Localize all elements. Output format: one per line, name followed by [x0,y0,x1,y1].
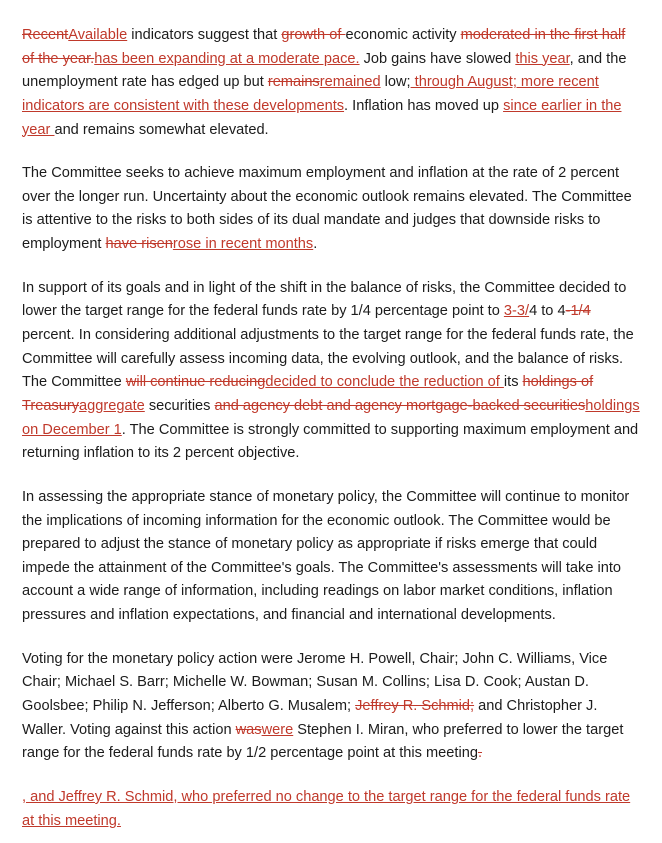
inserted-text: since earlier in the year [22,97,622,138]
inserted-text: 3-3/ [503,303,530,320]
body-text: , and the unemployment rate has edged up but [22,50,627,91]
deleted-text: have risen [105,236,173,253]
deleted-text: moderated in the first half of the year. [22,27,626,67]
inserted-text: through August; more recent indicators are consistent with these developments [22,74,599,114]
inserted-text: this year [515,50,570,67]
body-text: indicators suggest that [127,27,282,43]
body-text: economic activity [345,27,461,43]
body-text: and Christopher J. Waller. Voting against this action [22,698,598,738]
paragraph [22,277,640,466]
paragraph [22,24,640,142]
body-text: . [313,236,318,253]
deleted-text: holdings of Treasury [22,374,594,414]
inserted-text: Available [68,27,128,43]
body-text: In assessing the appropriate stance of monetary policy, the Committee will continue to monitor the implications of incoming information for the economic outlook. The Committee would be prepared to adjust the stance of monetary policy as appropriate if risks emerge that could impede the attainment of the Committee's goals. The Committee's assessments will take into account a wide range of information, including readings on labor market conditions, inflation pressures and inflation expectations, and financial and international developments. [22,488,630,624]
inserted-text: remained [319,74,381,91]
paragraph [22,648,640,766]
body-text: percent. In considering additional adjustments to the target range for the federal funds rate, the Committee will carefully assess incoming data, the evolving outlook, and the balance of risks. The Committee [22,327,634,391]
inserted-text: has been expanding at a moderate pace. [94,50,360,67]
body-text: . Inflation has moved up [344,97,504,114]
body-text: Voting for the monetary policy action were Jerome H. Powell, Chair; John C. Williams, Vice Chair; Michael S. Barr; Michelle W. Bowman; Susan M. Collins; Lisa D. Cook; Austan D. Goolsbee; Philip N. Jefferson; Alberto G. Musalem; [22,650,608,715]
deleted-text: was [235,721,262,738]
deleted-text: Jeffrey R. Schmid; [355,698,475,715]
body-text: Stephen I. Miran, who preferred to lower the target range for the federal funds rate by 1/2 percentage point at this meeting [22,721,624,762]
body-text: low; [380,74,411,91]
inserted-text: decided to conclude the reduction of [265,374,504,391]
inserted-text: , and Jeffrey R. Schmid, who preferred no change to the target range for the federal funds rate at this meeting. [22,788,631,829]
paragraph [22,786,640,833]
inserted-text: holdings on December 1 [22,397,640,438]
body-text: Job gains have slowed [359,50,516,67]
deleted-text: and agency debt and agency mortgage-backed securities [214,397,586,414]
deleted-text: growth of [281,27,346,43]
body-text: The Committee seeks to achieve maximum employment and inflation at the rate of 2 percent over the longer run. Uncertainty about the economic outlook remains elevated. The Committee is attentive to the risks to both sides of its dual mandate and judges that downside risks to employment [22,165,632,253]
body-text: securities [144,397,215,414]
deleted-text: will continue reducing [125,374,266,391]
body-text: . The Committee is strongly committed to supporting maximum employment and returning inflation to its 2 percent objective. [22,421,639,462]
body-text: and remains somewhat elevated. [54,121,269,138]
deleted-text: . [477,745,483,762]
paragraph-list [22,24,640,833]
body-text: its [503,374,523,391]
deleted-text: Recent [22,27,69,43]
inserted-text: rose in recent months [172,236,314,253]
deleted-text: remains [267,74,320,91]
paragraph [22,486,640,628]
inserted-text: aggregate [79,397,145,414]
body-text: 4 to 4 [529,303,566,320]
deleted-text: -1/4 [565,303,591,320]
body-text: In support of its goals and in light of the shift in the balance of risks, the Committee decided to lower the target range for the federal funds rate by 1/4 percentage point to [22,279,627,320]
inserted-text: were [261,721,294,738]
paragraph [22,162,640,257]
